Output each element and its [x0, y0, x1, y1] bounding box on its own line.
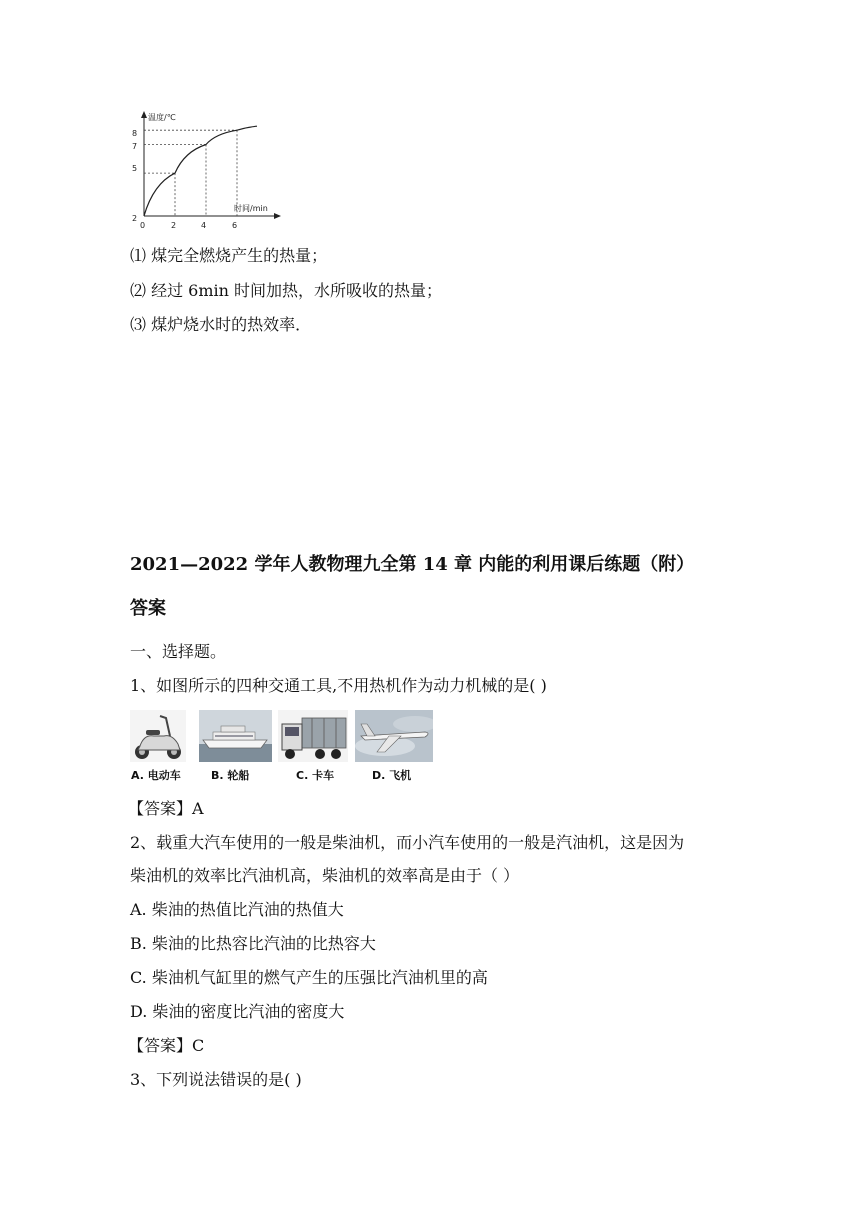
- y-tick-2: 2: [132, 214, 138, 223]
- x-tick-2: 2: [171, 221, 177, 230]
- dashed-guides: [144, 130, 237, 216]
- ship-icon: [199, 710, 272, 762]
- section-heading: 一、选择题。: [130, 642, 227, 661]
- answer-1: 【答案】A: [128, 799, 204, 818]
- temperature-time-graph: [124, 108, 284, 233]
- truck-icon: [278, 710, 348, 762]
- option-d: D. 柴油的密度比汽油的密度大: [130, 1002, 345, 1021]
- x-axis-arrow: [274, 213, 281, 219]
- airplane-icon: [355, 710, 433, 762]
- option-a: A. 柴油的热值比汽油的热值大: [130, 900, 344, 919]
- question-part-1: ⑴ 煤完全燃烧产生的热量；: [130, 246, 328, 265]
- image-caption-d: D. 飞机: [372, 769, 412, 782]
- y-axis-arrow: [141, 111, 147, 118]
- y-tick-5: 5: [132, 164, 138, 173]
- x-tick-0: 0: [140, 221, 146, 230]
- x-tick-4: 4: [201, 221, 207, 230]
- image-caption-b: B. 轮船: [211, 769, 250, 782]
- image-caption-a: A. 电动车: [131, 769, 181, 782]
- x-tick-6: 6: [232, 221, 238, 230]
- y-tick-7: 7: [132, 142, 138, 151]
- image-caption-c: C. 卡车: [296, 769, 335, 782]
- question-2-line-1: 2、载重大汽车使用的一般是柴油机，而小汽车使用的一般是汽油机，这是因为: [130, 833, 685, 852]
- question-part-3: ⑶ 煤炉烧水时的热效率．: [130, 315, 312, 334]
- electric-scooter-icon: [130, 710, 186, 762]
- y-tick-8: 8: [132, 129, 138, 138]
- option-b: B. 柴油的比热容比汽油的比热容大: [130, 934, 376, 953]
- question-1: 1、如图所示的四种交通工具,不用热机作为动力机械的是( ): [130, 676, 547, 695]
- document-title: 2021—2022 学年人教物理九全第 14 章 内能的利用课后练题（附）: [130, 554, 695, 575]
- y-axis-label: 温度/℃: [148, 113, 176, 122]
- question-part-2: ⑵ 经过 6min 时间加热，水所吸收的热量；: [130, 281, 443, 300]
- question-2-line-2: 柴油机的效率比汽油机高，柴油机的效率高是由于（ ）: [130, 866, 520, 885]
- answer-2: 【答案】C: [128, 1036, 205, 1055]
- temperature-curve: [144, 126, 257, 216]
- question-3: 3、下列说法错误的是( ): [130, 1070, 302, 1089]
- option-c: C. 柴油机气缸里的燃气产生的压强比汽油机里的高: [130, 968, 488, 987]
- document-title-continued: 答案: [130, 598, 166, 619]
- x-axis-label: 时间/min: [234, 204, 268, 213]
